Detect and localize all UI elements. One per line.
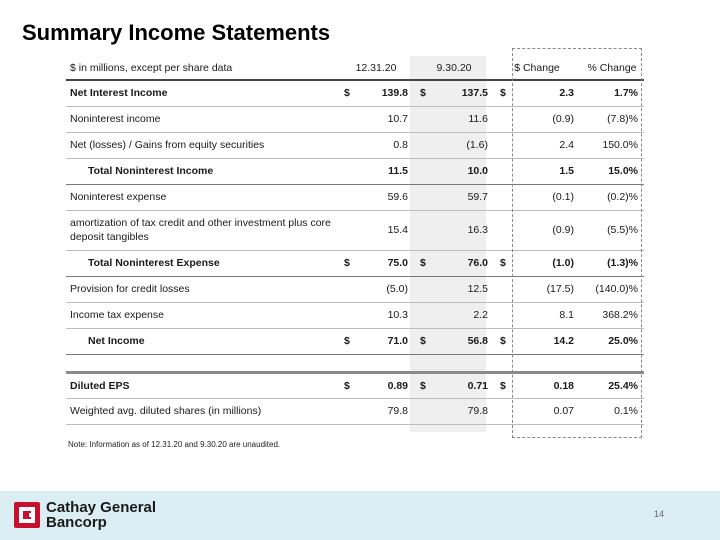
value-percent-change: 150.0% [580,132,644,158]
page-number: 14 [653,509,664,519]
currency-symbol: $ [338,80,352,106]
value-dollar-change: 8.1 [508,302,580,328]
value-dollar-change: 14.2 [508,328,580,354]
row-label: Total Noninterest Expense [66,250,338,276]
value-12-31-20: 0.89 [352,372,414,398]
cathay-logo-icon [14,502,40,528]
value-dollar-change: (1.0) [508,250,580,276]
value-dollar-change: 2.3 [508,80,580,106]
currency-symbol: $ [494,372,508,398]
change-columns-highlight-box [512,48,642,438]
currency-symbol [494,132,508,158]
currency-symbol [494,302,508,328]
row-label: Weighted avg. diluted shares (in millions) [66,398,338,424]
currency-symbol [494,276,508,302]
row-label: Noninterest expense [66,184,338,210]
value-dollar-change: (0.1) [508,184,580,210]
page-title: Summary Income Statements [22,20,331,45]
currency-symbol [338,184,352,210]
currency-symbol: $ [494,328,508,354]
currency-symbol [338,158,352,184]
currency-symbol: $ [494,250,508,276]
header-col-9-30-20: 9.30.20 [414,56,494,80]
currency-symbol [414,184,428,210]
value-12-31-20: (5.0) [352,276,414,302]
currency-symbol [414,132,428,158]
value-12-31-20: 71.0 [352,328,414,354]
value-percent-change: (5.5)% [580,210,644,250]
currency-symbol [414,302,428,328]
value-12-31-20: 11.5 [352,158,414,184]
value-percent-change: 368.2% [580,302,644,328]
value-9-30-20: 79.8 [428,398,494,424]
currency-symbol: $ [414,328,428,354]
value-9-30-20: 11.6 [428,106,494,132]
currency-symbol [414,210,428,250]
currency-symbol [338,398,352,424]
value-percent-change: 25.0% [580,328,644,354]
value-percent-change: (1.3)% [580,250,644,276]
row-label: Income tax expense [66,302,338,328]
value-percent-change: 15.0% [580,158,644,184]
value-percent-change: (140.0)% [580,276,644,302]
value-9-30-20: 76.0 [428,250,494,276]
value-9-30-20: 59.7 [428,184,494,210]
company-name [46,500,156,530]
row-label: Net Income [66,328,338,354]
value-9-30-20: 2.2 [428,302,494,328]
currency-symbol [338,276,352,302]
row-label: Diluted EPS [66,372,338,398]
value-9-30-20: 16.3 [428,210,494,250]
header-col-12-31-20: 12.31.20 [338,56,414,80]
currency-symbol: $ [414,250,428,276]
value-dollar-change: 1.5 [508,158,580,184]
currency-symbol: $ [414,372,428,398]
currency-symbol [414,276,428,302]
currency-symbol [414,106,428,132]
header-col-percent-change: % Change [580,56,644,80]
value-12-31-20: 10.3 [352,302,414,328]
value-percent-change: (7.8)% [580,106,644,132]
row-label: Provision for credit losses [66,276,338,302]
currency-symbol [494,158,508,184]
header-col-dollar-change: $ Change [494,56,580,80]
currency-symbol [338,210,352,250]
company-name-line2: Bancorp [46,514,107,531]
row-label: Net (losses) / Gains from equity securities [66,132,338,158]
currency-symbol: $ [338,372,352,398]
currency-symbol [494,184,508,210]
value-9-30-20: 137.5 [428,80,494,106]
value-9-30-20: 56.8 [428,328,494,354]
currency-symbol: $ [494,80,508,106]
value-12-31-20: 79.8 [352,398,414,424]
row-label: Noninterest income [66,106,338,132]
value-dollar-change: (0.9) [508,210,580,250]
value-dollar-change: (17.5) [508,276,580,302]
value-percent-change: 25.4% [580,372,644,398]
value-12-31-20: 59.6 [352,184,414,210]
footnote: Note: Information as of 12.31.20 and 9.30.20 are unaudited. [68,440,281,449]
currency-symbol [338,302,352,328]
currency-symbol [494,398,508,424]
value-dollar-change: (0.9) [508,106,580,132]
currency-symbol: $ [338,250,352,276]
value-9-30-20: 10.0 [428,158,494,184]
currency-symbol [338,106,352,132]
currency-symbol [338,132,352,158]
value-dollar-change: 2.4 [508,132,580,158]
row-label: amortization of tax credit and other investment plus core deposit tangibles [66,210,338,250]
currency-symbol [494,106,508,132]
value-12-31-20: 139.8 [352,80,414,106]
value-percent-change: (0.2)% [580,184,644,210]
currency-symbol [414,398,428,424]
company-name-line1: Cathay General [46,499,157,516]
value-12-31-20: 10.7 [352,106,414,132]
value-12-31-20: 15.4 [352,210,414,250]
company-logo [14,500,156,530]
currency-symbol [494,210,508,250]
value-percent-change: 1.7% [580,80,644,106]
value-dollar-change: 0.18 [508,372,580,398]
value-9-30-20: (1.6) [428,132,494,158]
header-label: $ in millions, except per share data [66,56,338,80]
value-percent-change: 0.1% [580,398,644,424]
value-12-31-20: 75.0 [352,250,414,276]
row-label: Total Noninterest Income [66,158,338,184]
currency-symbol: $ [414,80,428,106]
value-12-31-20: 0.8 [352,132,414,158]
currency-symbol: $ [338,328,352,354]
value-9-30-20: 0.71 [428,372,494,398]
value-9-30-20: 12.5 [428,276,494,302]
footer-band [0,491,720,540]
currency-symbol [414,158,428,184]
row-label: Net Interest Income [66,80,338,106]
value-dollar-change: 0.07 [508,398,580,424]
